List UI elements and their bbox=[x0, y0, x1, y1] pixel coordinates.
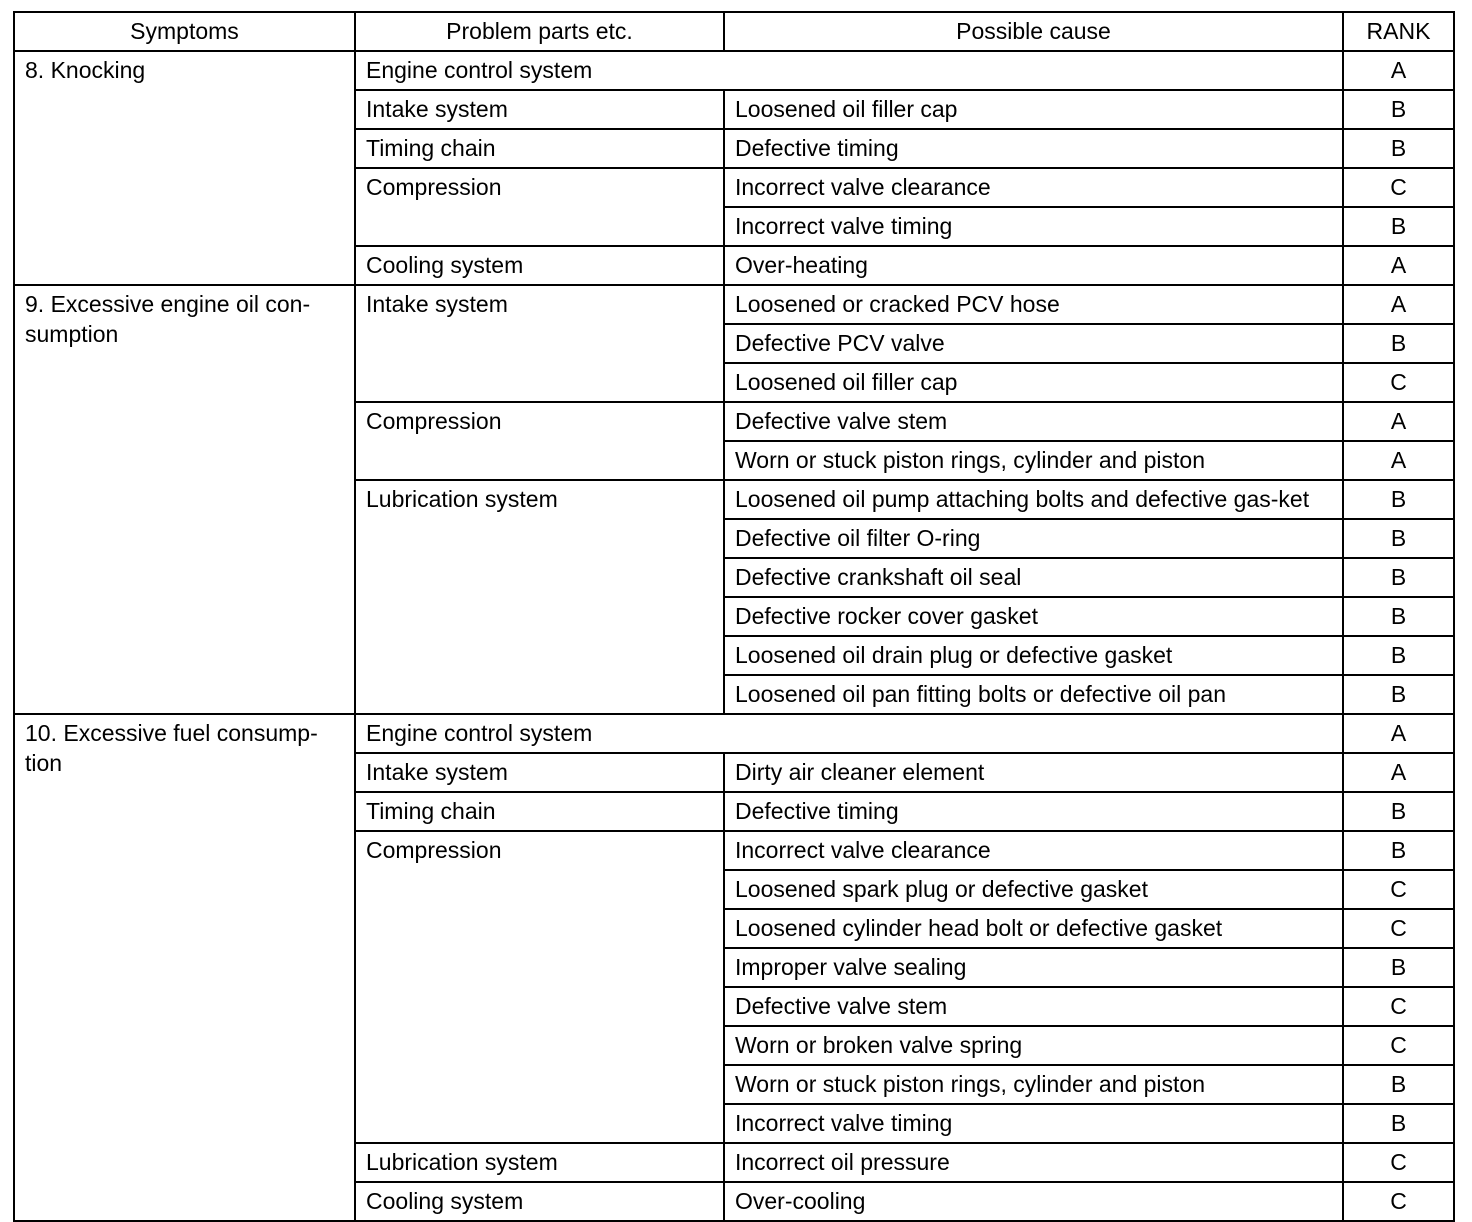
rank-cell: B bbox=[1343, 831, 1454, 870]
rank-cell: A bbox=[1343, 714, 1454, 753]
rank-cell: C bbox=[1343, 1143, 1454, 1182]
possible-cause-cell: Defective PCV valve bbox=[724, 324, 1343, 363]
rank-cell: A bbox=[1343, 441, 1454, 480]
possible-cause-cell: Loosened or cracked PCV hose bbox=[724, 285, 1343, 324]
problem-part-cell: Cooling system bbox=[355, 1182, 724, 1221]
possible-cause-cell: Dirty air cleaner element bbox=[724, 753, 1343, 792]
problem-part-cell: Cooling system bbox=[355, 246, 724, 285]
possible-cause-cell: Loosened oil pan fitting bolts or defective oil pan bbox=[724, 675, 1343, 714]
symptom-cell: 10. Excessive fuel consump-tion bbox=[14, 714, 355, 1221]
problem-part-cell: Lubrication system bbox=[355, 1143, 724, 1182]
possible-cause-cell: Improper valve sealing bbox=[724, 948, 1343, 987]
rank-cell: C bbox=[1343, 870, 1454, 909]
symptom-cell: 8. Knocking bbox=[14, 51, 355, 285]
header-row bbox=[14, 12, 1454, 51]
possible-cause-cell: Worn or stuck piston rings, cylinder and piston bbox=[724, 441, 1343, 480]
rank-cell: B bbox=[1343, 324, 1454, 363]
rank-cell: B bbox=[1343, 480, 1454, 519]
possible-cause-cell: Defective rocker cover gasket bbox=[724, 597, 1343, 636]
problem-part-cell: Compression bbox=[355, 831, 724, 1143]
rank-cell: B bbox=[1343, 675, 1454, 714]
possible-cause-cell: Defective valve stem bbox=[724, 402, 1343, 441]
rank-cell: A bbox=[1343, 285, 1454, 324]
rank-cell: A bbox=[1343, 246, 1454, 285]
rank-cell: B bbox=[1343, 1065, 1454, 1104]
rank-cell: C bbox=[1343, 168, 1454, 207]
rank-cell: C bbox=[1343, 987, 1454, 1026]
possible-cause-cell: Defective timing bbox=[724, 129, 1343, 168]
rank-cell: C bbox=[1343, 1026, 1454, 1065]
symptom-cell: 9. Excessive engine oil con-sumption bbox=[14, 285, 355, 714]
rank-cell: B bbox=[1343, 558, 1454, 597]
problem-part-cell: Intake system bbox=[355, 285, 724, 402]
header-symptoms: Symptoms bbox=[14, 12, 355, 51]
table-row bbox=[14, 285, 1454, 324]
problem-part-cell: Timing chain bbox=[355, 792, 724, 831]
possible-cause-cell: Defective valve stem bbox=[724, 987, 1343, 1026]
possible-cause-cell: Over-heating bbox=[724, 246, 1343, 285]
rank-cell: B bbox=[1343, 636, 1454, 675]
possible-cause-cell: Defective oil filter O-ring bbox=[724, 519, 1343, 558]
possible-cause-cell: Incorrect oil pressure bbox=[724, 1143, 1343, 1182]
table-body bbox=[14, 51, 1454, 1221]
problem-part-cell: Engine control system bbox=[355, 51, 1343, 90]
possible-cause-cell: Loosened oil filler cap bbox=[724, 90, 1343, 129]
rank-cell: A bbox=[1343, 402, 1454, 441]
possible-cause-cell: Incorrect valve timing bbox=[724, 207, 1343, 246]
possible-cause-cell: Incorrect valve clearance bbox=[724, 831, 1343, 870]
rank-cell: B bbox=[1343, 1104, 1454, 1143]
rank-cell: C bbox=[1343, 363, 1454, 402]
possible-cause-cell: Defective crankshaft oil seal bbox=[724, 558, 1343, 597]
rank-cell: B bbox=[1343, 597, 1454, 636]
possible-cause-cell: Loosened cylinder head bolt or defective gasket bbox=[724, 909, 1343, 948]
possible-cause-cell: Loosened oil filler cap bbox=[724, 363, 1343, 402]
rank-cell: C bbox=[1343, 909, 1454, 948]
diagnosis-table bbox=[13, 11, 1455, 1222]
possible-cause-cell: Incorrect valve timing bbox=[724, 1104, 1343, 1143]
possible-cause-cell: Loosened oil pump attaching bolts and defective gas-ket bbox=[724, 480, 1343, 519]
rank-cell: C bbox=[1343, 1182, 1454, 1221]
rank-cell: B bbox=[1343, 90, 1454, 129]
rank-cell: B bbox=[1343, 948, 1454, 987]
rank-cell: B bbox=[1343, 519, 1454, 558]
problem-part-cell: Intake system bbox=[355, 90, 724, 129]
rank-cell: A bbox=[1343, 753, 1454, 792]
possible-cause-cell: Over-cooling bbox=[724, 1182, 1343, 1221]
header-problem-parts: Problem parts etc. bbox=[355, 12, 724, 51]
problem-part-cell: Timing chain bbox=[355, 129, 724, 168]
problem-part-cell: Compression bbox=[355, 168, 724, 246]
problem-part-cell: Lubrication system bbox=[355, 480, 724, 714]
possible-cause-cell: Loosened spark plug or defective gasket bbox=[724, 870, 1343, 909]
problem-part-cell: Engine control system bbox=[355, 714, 1343, 753]
header-rank: RANK bbox=[1343, 12, 1454, 51]
possible-cause-cell: Defective timing bbox=[724, 792, 1343, 831]
rank-cell: B bbox=[1343, 207, 1454, 246]
possible-cause-cell: Incorrect valve clearance bbox=[724, 168, 1343, 207]
rank-cell: B bbox=[1343, 129, 1454, 168]
possible-cause-cell: Loosened oil drain plug or defective gasket bbox=[724, 636, 1343, 675]
problem-part-cell: Compression bbox=[355, 402, 724, 480]
header-possible-cause: Possible cause bbox=[724, 12, 1343, 51]
problem-part-cell: Intake system bbox=[355, 753, 724, 792]
rank-cell: A bbox=[1343, 51, 1454, 90]
possible-cause-cell: Worn or broken valve spring bbox=[724, 1026, 1343, 1065]
table-row bbox=[14, 714, 1454, 753]
rank-cell: B bbox=[1343, 792, 1454, 831]
possible-cause-cell: Worn or stuck piston rings, cylinder and piston bbox=[724, 1065, 1343, 1104]
table-row bbox=[14, 51, 1454, 90]
